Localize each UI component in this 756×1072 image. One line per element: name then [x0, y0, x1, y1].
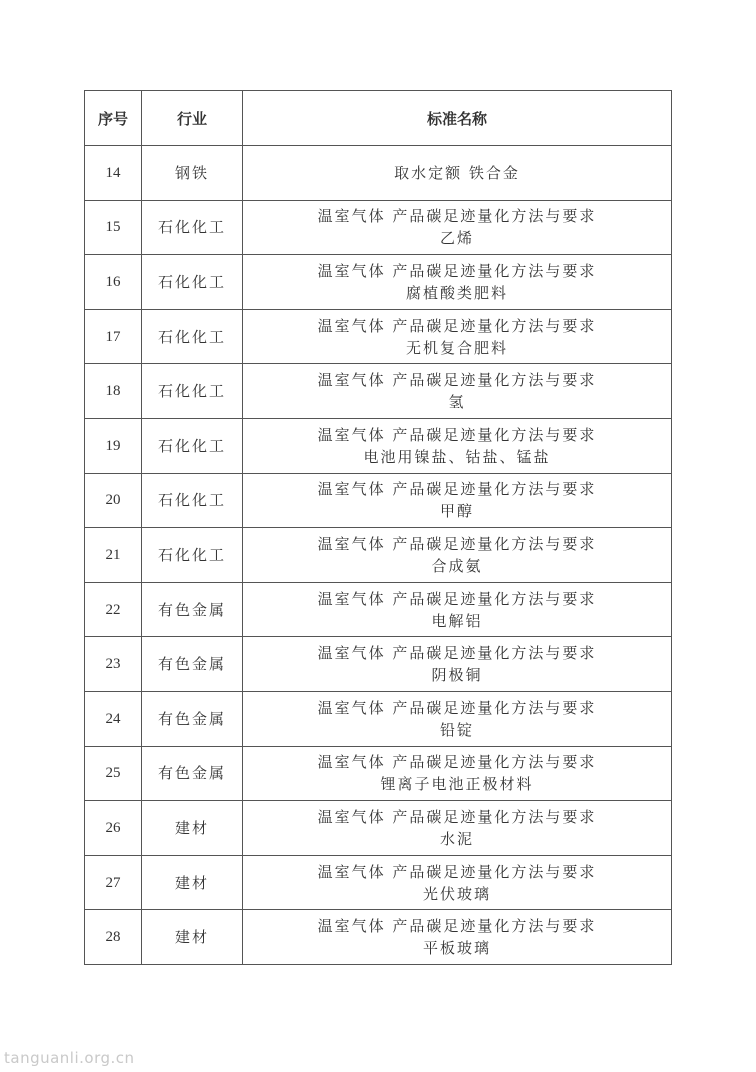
standard-name-line2: 阴极铜 — [431, 666, 483, 685]
row-standard-name — [243, 528, 672, 583]
table-row — [85, 255, 672, 310]
standard-name-line2: 甲醇 — [439, 502, 474, 521]
standard-name-line1: 温室气体 产品碳足迹量化方法与要求 — [317, 534, 597, 553]
row-industry: 石化化工 — [142, 418, 243, 473]
row-seq: 23 — [85, 637, 142, 692]
standard-name-line1: 温室气体 产品碳足迹量化方法与要求 — [317, 698, 597, 717]
row-industry: 石化化工 — [142, 309, 243, 364]
row-seq: 22 — [85, 582, 142, 637]
row-seq: 15 — [85, 200, 142, 255]
row-industry: 建材 — [142, 801, 243, 856]
standard-name-line1: 取水定额 铁合金 — [394, 163, 520, 182]
table-row — [85, 801, 672, 856]
row-industry: 石化化工 — [142, 364, 243, 419]
standard-name-line2: 铅锭 — [439, 720, 474, 739]
standard-name-line2: 腐植酸类肥料 — [405, 283, 508, 302]
row-standard-name — [243, 364, 672, 419]
table-row — [85, 637, 672, 692]
standard-name-line1: 温室气体 产品碳足迹量化方法与要求 — [317, 371, 597, 390]
table-row — [85, 146, 672, 201]
table-row — [85, 309, 672, 364]
row-industry: 石化化工 — [142, 528, 243, 583]
table-row — [85, 200, 672, 255]
row-standard-name — [243, 746, 672, 801]
table-row — [85, 910, 672, 965]
row-seq: 19 — [85, 418, 142, 473]
row-industry: 有色金属 — [142, 582, 243, 637]
row-seq: 25 — [85, 746, 142, 801]
row-industry: 有色金属 — [142, 746, 243, 801]
row-seq: 27 — [85, 855, 142, 910]
standard-name-line2: 氢 — [448, 393, 466, 412]
row-seq: 21 — [85, 528, 142, 583]
row-standard-name — [243, 582, 672, 637]
standard-name-line1: 温室气体 产品碳足迹量化方法与要求 — [317, 480, 597, 499]
standard-name-line1: 温室气体 产品碳足迹量化方法与要求 — [317, 589, 597, 608]
row-standard-name — [243, 200, 672, 255]
row-standard-name — [243, 473, 672, 528]
standard-name-line2: 电解铝 — [431, 611, 483, 630]
row-industry: 石化化工 — [142, 255, 243, 310]
row-seq: 14 — [85, 146, 142, 201]
table-header-row — [85, 91, 672, 146]
standard-name-line2: 无机复合肥料 — [405, 338, 508, 357]
table-row — [85, 855, 672, 910]
row-standard-name — [243, 255, 672, 310]
table-row — [85, 364, 672, 419]
row-seq: 18 — [85, 364, 142, 419]
row-industry: 石化化工 — [142, 200, 243, 255]
standard-name-line2: 乙烯 — [439, 229, 474, 248]
row-industry: 建材 — [142, 910, 243, 965]
row-seq: 17 — [85, 309, 142, 364]
standard-name-line1: 温室气体 产品碳足迹量化方法与要求 — [317, 316, 597, 335]
standard-name-line1: 温室气体 产品碳足迹量化方法与要求 — [317, 862, 597, 881]
standard-name-line1: 温室气体 产品碳足迹量化方法与要求 — [317, 807, 597, 826]
row-industry: 钢铁 — [142, 146, 243, 201]
table-row — [85, 528, 672, 583]
standard-name-line1: 温室气体 产品碳足迹量化方法与要求 — [317, 644, 597, 663]
standard-name-line1: 温室气体 产品碳足迹量化方法与要求 — [317, 207, 597, 226]
row-seq: 20 — [85, 473, 142, 528]
row-industry: 建材 — [142, 855, 243, 910]
standard-name-line1: 温室气体 产品碳足迹量化方法与要求 — [317, 425, 597, 444]
row-seq: 26 — [85, 801, 142, 856]
header-industry: 行业 — [142, 91, 243, 146]
row-standard-name — [243, 801, 672, 856]
row-standard-name — [243, 691, 672, 746]
row-standard-name — [243, 146, 672, 201]
standard-name-line2: 电池用镍盐、钴盐、锰盐 — [363, 447, 551, 466]
row-standard-name — [243, 309, 672, 364]
table-row — [85, 746, 672, 801]
table-row — [85, 473, 672, 528]
header-seq: 序号 — [85, 91, 142, 146]
header-name: 标准名称 — [243, 91, 672, 146]
row-standard-name — [243, 910, 672, 965]
table-row — [85, 582, 672, 637]
standard-name-line2: 合成氨 — [431, 556, 483, 575]
standard-name-line2: 平板玻璃 — [422, 939, 491, 958]
row-seq: 28 — [85, 910, 142, 965]
table-row — [85, 418, 672, 473]
standard-name-line1: 温室气体 产品碳足迹量化方法与要求 — [317, 917, 597, 936]
row-standard-name — [243, 418, 672, 473]
standard-name-line1: 温室气体 产品碳足迹量化方法与要求 — [317, 261, 597, 280]
row-standard-name — [243, 637, 672, 692]
row-seq: 16 — [85, 255, 142, 310]
row-standard-name — [243, 855, 672, 910]
standard-name-line1: 温室气体 产品碳足迹量化方法与要求 — [317, 753, 597, 772]
standards-table — [84, 90, 672, 965]
row-seq: 24 — [85, 691, 142, 746]
standard-name-line2: 锂离子电池正极材料 — [380, 775, 534, 794]
watermark: tanguanli.org.cn — [4, 1049, 135, 1067]
row-industry: 石化化工 — [142, 473, 243, 528]
row-industry: 有色金属 — [142, 691, 243, 746]
row-industry: 有色金属 — [142, 637, 243, 692]
standard-name-line2: 水泥 — [439, 829, 474, 848]
table-row — [85, 691, 672, 746]
standard-name-line2: 光伏玻璃 — [422, 884, 491, 903]
